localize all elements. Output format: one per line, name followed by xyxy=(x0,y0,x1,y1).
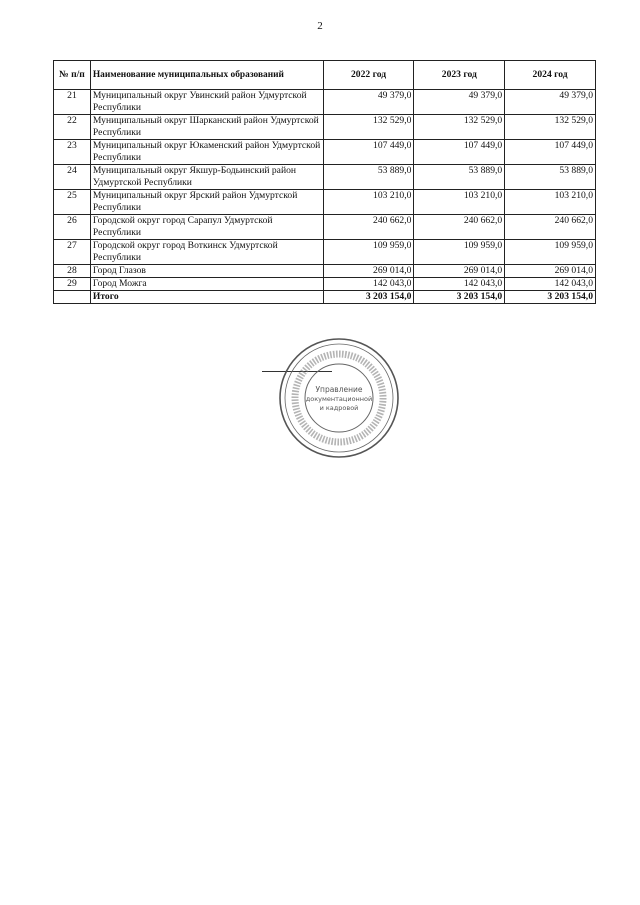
row-number: 27 xyxy=(54,240,91,265)
row-value-2024: 107 449,0 xyxy=(505,140,596,165)
row-value-2024: 269 014,0 xyxy=(505,265,596,278)
table-row xyxy=(54,165,596,190)
row-value-2023: 49 379,0 xyxy=(414,90,505,115)
row-value-2023: 109 959,0 xyxy=(414,240,505,265)
row-name: Муниципальный округ Юкаменский район Удмуртской Республики xyxy=(90,140,323,165)
header-2024: 2024 год xyxy=(505,61,596,90)
row-name: Муниципальный округ Ярский район Удмуртской Республики xyxy=(90,190,323,215)
total-value-2022: 3 203 154,0 xyxy=(323,291,414,304)
table-row xyxy=(54,140,596,165)
row-value-2022: 103 210,0 xyxy=(323,190,414,215)
row-value-2024: 49 379,0 xyxy=(505,90,596,115)
page-number: 2 xyxy=(317,20,323,32)
row-value-2024: 109 959,0 xyxy=(505,240,596,265)
row-name: Муниципальный округ Увинский район Удмуртской Республики xyxy=(90,90,323,115)
row-value-2022: 109 959,0 xyxy=(323,240,414,265)
row-value-2022: 53 889,0 xyxy=(323,165,414,190)
row-number: 25 xyxy=(54,190,91,215)
table-row xyxy=(54,215,596,240)
total-row xyxy=(54,291,596,304)
seal-inner-text-2: документационной xyxy=(305,395,373,403)
seal-inner-text-1: Управление xyxy=(315,385,363,394)
row-value-2024: 53 889,0 xyxy=(505,165,596,190)
row-value-2022: 240 662,0 xyxy=(323,215,414,240)
row-number: 21 xyxy=(54,90,91,115)
row-value-2024: 142 043,0 xyxy=(505,278,596,291)
total-number-cell xyxy=(54,291,91,304)
budget-table xyxy=(53,60,596,304)
row-number: 22 xyxy=(54,115,91,140)
row-name: Город Глазов xyxy=(90,265,323,278)
row-value-2023: 269 014,0 xyxy=(414,265,505,278)
table-row xyxy=(54,115,596,140)
header-2023: 2023 год xyxy=(414,61,505,90)
row-value-2024: 103 210,0 xyxy=(505,190,596,215)
row-value-2023: 142 043,0 xyxy=(414,278,505,291)
row-number: 23 xyxy=(54,140,91,165)
row-value-2022: 269 014,0 xyxy=(323,265,414,278)
row-number: 28 xyxy=(54,265,91,278)
row-value-2023: 53 889,0 xyxy=(414,165,505,190)
row-name: Муниципальный округ Шарканский район Удмуртской Республики xyxy=(90,115,323,140)
table-header-row xyxy=(54,61,596,90)
row-value-2022: 107 449,0 xyxy=(323,140,414,165)
header-name: Наименование муниципальных образований xyxy=(90,61,323,90)
official-seal xyxy=(277,336,401,460)
table-row xyxy=(54,240,596,265)
header-2022: 2022 год xyxy=(323,61,414,90)
row-value-2024: 132 529,0 xyxy=(505,115,596,140)
row-name: Городской округ город Сарапул Удмуртской Республики xyxy=(90,215,323,240)
row-value-2023: 132 529,0 xyxy=(414,115,505,140)
row-name: Город Можга xyxy=(90,278,323,291)
table-row xyxy=(54,190,596,215)
header-number: № п/п xyxy=(54,61,91,90)
row-name: Муниципальный округ Якшур-Бодьинский район Удмуртской Республики xyxy=(90,165,323,190)
row-value-2023: 107 449,0 xyxy=(414,140,505,165)
table-row xyxy=(54,90,596,115)
table-row xyxy=(54,265,596,278)
row-number: 29 xyxy=(54,278,91,291)
total-label: Итого xyxy=(90,291,323,304)
row-number: 24 xyxy=(54,165,91,190)
row-value-2022: 49 379,0 xyxy=(323,90,414,115)
total-value-2023: 3 203 154,0 xyxy=(414,291,505,304)
row-value-2024: 240 662,0 xyxy=(505,215,596,240)
row-value-2023: 240 662,0 xyxy=(414,215,505,240)
row-number: 26 xyxy=(54,215,91,240)
row-value-2022: 132 529,0 xyxy=(323,115,414,140)
total-value-2024: 3 203 154,0 xyxy=(505,291,596,304)
row-value-2022: 142 043,0 xyxy=(323,278,414,291)
row-value-2023: 103 210,0 xyxy=(414,190,505,215)
table-row xyxy=(54,278,596,291)
row-name: Городской округ город Воткинск Удмуртской Республики xyxy=(90,240,323,265)
seal-inner-text-3: и кадровой xyxy=(319,404,359,412)
